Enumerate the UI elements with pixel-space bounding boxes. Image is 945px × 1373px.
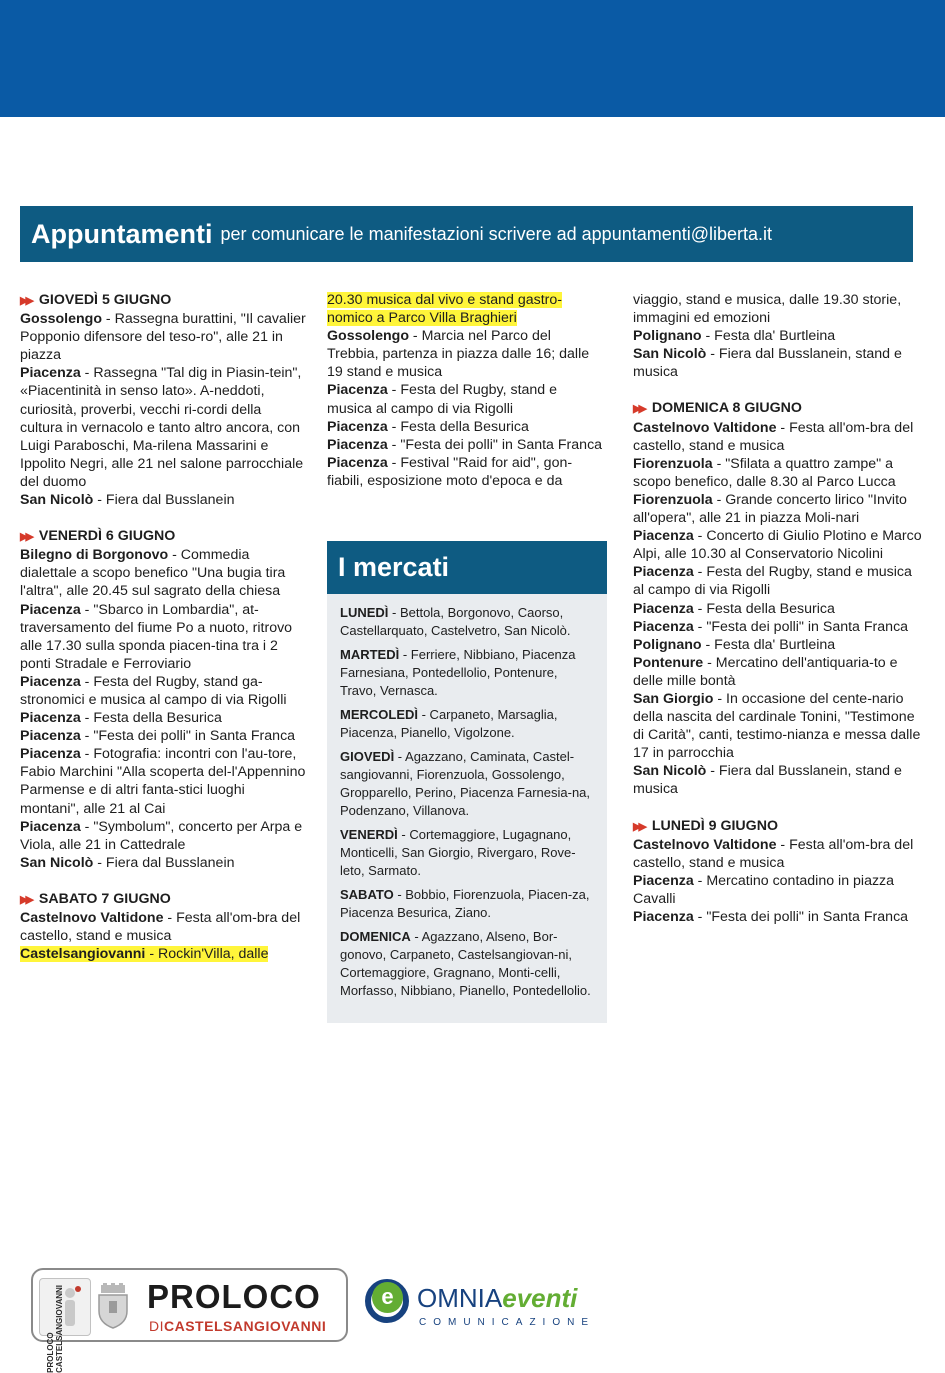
event-place: Piacenza: [20, 365, 81, 382]
event-entry: [327, 418, 605, 436]
markets-title: I mercati: [327, 541, 607, 594]
event-place: Piacenza: [633, 600, 694, 617]
event-place: Bilegno di Borgonovo: [20, 547, 169, 564]
market-day: GIOVEDÌ: [340, 749, 395, 764]
event-entry: [20, 310, 306, 364]
event-place: Polignano: [633, 328, 702, 345]
appuntamenti-header: [20, 206, 913, 262]
day-label: DOMENICA 8 GIUGNO: [651, 400, 802, 417]
event-place: Piacenza: [633, 618, 694, 635]
day-label: VENERDÌ 6 GIUGNO: [38, 528, 176, 545]
event-text: - "Sfilata a quattro zampe" a scopo benefico, dalle 8.30 al Parco Lucca: [633, 455, 896, 490]
event-text: - Rassegna burattini, "Il cavalier Popponio difensore del teso-ro", alle 21 in piazza: [20, 311, 306, 364]
event-entry: [633, 419, 923, 455]
event-place: Piacenza: [20, 710, 81, 727]
market-day: MERCOLEDÌ: [340, 707, 418, 722]
event-entry: [327, 436, 605, 454]
event-text: - Festa del Rugby, stand e musica al campo di via Rigolli: [633, 564, 912, 599]
event-text: - Marcia nel Parco del Trebbia, partenza in piazza dalle 16; dalle 19 stand e musica: [327, 328, 590, 381]
event-place: Piacenza: [20, 728, 81, 745]
omnia-tagline: COMUNICAZIONE: [419, 1317, 595, 1328]
event-text: - In occasione del cente-nario della nascita del cardinale Tonini, "Testimone di Carità", canti, testimo-nianza e messa dalle 17 in parrocchia: [633, 690, 921, 762]
market-item: [340, 706, 595, 742]
event-entry: [633, 563, 923, 599]
event-text: - Rockin'Villa, dalle: [145, 946, 269, 963]
event-entry: [20, 364, 306, 491]
event-place: Piacenza: [633, 872, 694, 889]
market-day: DOMENICA: [340, 929, 411, 944]
top-banner: [0, 0, 945, 117]
day-heading: [20, 291, 306, 310]
header-title: Appuntamenti: [31, 218, 213, 249]
event-text: - Fiera dal Busslanein: [93, 492, 235, 509]
event-place: Piacenza: [327, 436, 388, 453]
event-entry: [633, 455, 923, 491]
event-text: - Festa all'om-bra del castello, stand e musica: [633, 419, 914, 454]
day-heading: [20, 890, 306, 909]
day-heading: [633, 817, 923, 836]
event-text: - Commedia dialettale a scopo benefico "Una bugia tira l'altra", alle 20.45 sul sagrato della chiesa: [20, 547, 286, 600]
event-entry: [633, 762, 923, 798]
event-text: - Festa all'om-bra del castello, stand e musica: [633, 836, 914, 871]
proloco-town-prefix: DI: [149, 1318, 164, 1334]
double-arrow-icon: ▶▶: [20, 295, 31, 307]
event-place: San Nicolò: [20, 854, 94, 871]
proloco-wordmark: PROLOCO: [147, 1278, 321, 1315]
market-item: [340, 604, 595, 640]
event-place: Pontenure: [633, 654, 704, 671]
event-entry: [20, 673, 306, 709]
event-place: Piacenza: [20, 601, 81, 618]
omnia-word: OMNIA: [417, 1283, 503, 1313]
event-place: Piacenza: [633, 528, 694, 545]
event-text: - Fiera dal Busslanein: [93, 854, 235, 871]
person-icon: [40, 1279, 90, 1335]
event-place: Piacenza: [633, 564, 694, 581]
event-entry: [633, 600, 923, 618]
event-entry: [633, 636, 923, 654]
event-place: San Nicolò: [20, 492, 94, 509]
proloco-badge: [39, 1278, 91, 1373]
event-text: - "Sbarco in Lombardia", at-traversamento del fiume Po a nuoto, ritrovo alle 17.30 sulla sponda piacen-tina tra i 2 ponti Stradale e Ferroviario: [20, 601, 293, 672]
event-entry: [327, 327, 605, 381]
market-day: MARTEDÌ: [340, 647, 400, 662]
market-item: [340, 928, 595, 1000]
event-place: Polignano: [633, 636, 702, 653]
event-place: Piacenza: [633, 909, 694, 925]
proloco-town-name: CASTELSANGIOVANNI: [164, 1318, 327, 1334]
event-place: Piacenza: [20, 818, 81, 835]
market-towns: - Cortemaggiore, Lugagnano, Monticelli, San Giorgio, Rivergaro, Rove-leto, Sarmato.: [340, 827, 576, 878]
market-item: [340, 646, 595, 700]
event-text: - Festa della Besurica: [80, 710, 222, 727]
market-towns: - Agazzano, Alseno, Bor-gonovo, Carpaneto, Castelsangiovan-ni, Cortemaggiore, Gragnano, Monti-celli, Morfasso, Nibbiano, Pianello, Pontedellolio.: [340, 929, 591, 998]
event-entry: [633, 836, 923, 872]
highlighted-text: [20, 946, 268, 962]
event-entry: [327, 454, 605, 490]
event-place: Gossolengo: [20, 311, 102, 328]
event-place: San Nicolò: [633, 763, 707, 780]
double-arrow-icon: ▶▶: [20, 893, 31, 906]
day-label: GIOVEDÌ 5 GIUGNO: [38, 292, 172, 308]
event-text: - Festa all'om-bra del castello, stand e musica: [20, 910, 301, 945]
event-text: - Concerto di Giulio Plotino e Marco Alpi, alle 10.30 al Conservatorio Nicolini: [633, 528, 922, 563]
event-entry: [633, 491, 923, 527]
event-text: - Mercatino dell'antiquaria-to e delle mille bontà: [633, 654, 898, 689]
event-text: - Fotografia: incontri con l'au-tore, Fabio Marchini "Alla scoperta del-l'Appennino Parmense e di altri fanta-stici luoghi montani", alle 21 al Cai: [20, 746, 306, 817]
event-text: - Fiera dal Busslanein, stand e musica: [633, 763, 902, 798]
events-column-2: [327, 291, 605, 490]
market-towns: - Ferriere, Nibbiano, Piacenza Farnesiana, Pontedellolio, Pontenure, Travo, Vernasca.: [340, 647, 576, 698]
market-day: SABATO: [340, 887, 394, 902]
event-entry: [633, 327, 923, 345]
highlighted-text: 20.30 musica dal vivo e stand gastro-nomico a Parco Villa Braghieri: [327, 292, 563, 327]
event-place: San Giorgio: [633, 690, 714, 707]
market-towns: - Bettola, Borgonovo, Caorso, Castellarquato, Castelvetro, San Nicolò.: [340, 605, 571, 638]
double-arrow-icon: ▶▶: [20, 531, 31, 544]
event-entry: [20, 945, 306, 963]
event-entry: [633, 291, 923, 327]
event-text: - "Symbolum", concerto per Arpa e Viola, alle 21 in Cattedrale: [20, 818, 303, 853]
event-text: - "Festa dei polli" in Santa Franca: [693, 909, 909, 925]
proloco-badge-text: PROLOCO CASTELSANGIOVANNI: [46, 1285, 64, 1373]
event-place: Gossolengo: [327, 328, 409, 345]
market-towns: - Agazzano, Caminata, Castel-sangiovanni, Fiorenzuola, Gossolengo, Gropparello, Perino, Piacenza Farnesia-na, Podenzano, Villanova.: [340, 749, 591, 818]
market-towns: - Bobbio, Fiorenzuola, Piacen-za, Piacenza Besurica, Ziano.: [340, 887, 590, 920]
event-text: - Fiera dal Busslanein, stand e musica: [633, 346, 902, 381]
event-place: Piacenza: [327, 454, 388, 471]
event-place: Piacenza: [20, 673, 81, 690]
event-entry: [633, 654, 923, 690]
event-text: - "Festa dei polli" in Santa Franca: [693, 618, 909, 635]
crest-icon: [95, 1283, 131, 1329]
event-entry: [20, 909, 306, 945]
market-day: LUNEDÌ: [340, 605, 389, 620]
event-text: - Festa del Rugby, stand ga-stronomici e musica al campo di via Rigolli: [20, 673, 287, 708]
event-text: - Festival "Raid for aid", gon-fiabili, esposizione moto d'epoca e da: [327, 454, 573, 489]
event-entry: [633, 872, 923, 908]
day-label: LUNEDÌ 9 GIUGNO: [651, 817, 778, 834]
event-place: Piacenza: [20, 746, 81, 763]
event-text: - "Festa dei polli" in Santa Franca: [80, 728, 296, 745]
event-place: Castelnovo Valtidone: [20, 910, 164, 926]
day-heading: [20, 527, 306, 546]
event-text: - Festa dla' Burtleina: [701, 636, 836, 653]
event-place: Fiorenzuola: [633, 455, 713, 472]
event-entry: [327, 291, 605, 327]
event-place: Piacenza: [327, 382, 388, 399]
event-entry: [633, 908, 923, 926]
event-entry: [20, 491, 306, 509]
event-text: viaggio, stand e musica, dalle 19.30 storie, immagini ed emozioni: [633, 292, 902, 327]
event-entry: [327, 381, 605, 417]
event-place: Piacenza: [327, 418, 388, 435]
market-item: [340, 826, 595, 880]
event-text: - Festa dla' Burtleina: [701, 328, 836, 345]
event-entry: [20, 601, 306, 673]
event-place: Fiorenzuola: [633, 491, 713, 508]
event-text: - Festa del Rugby, stand e musica al campo di via Rigolli: [327, 382, 558, 417]
market-item: [340, 748, 595, 820]
event-place: San Nicolò: [633, 346, 707, 363]
event-place: Castelnovo Valtidone: [633, 836, 777, 853]
market-towns: - Carpaneto, Marsaglia, Piacenza, Pianello, Vigolzone.: [340, 707, 558, 740]
event-place: Castelsangiovanni: [20, 946, 146, 963]
event-place: Castelnovo Valtidone: [633, 419, 777, 436]
omnia-wordmark: [417, 1283, 577, 1314]
double-arrow-icon: ▶▶: [633, 820, 644, 833]
market-item: [340, 886, 595, 922]
event-entry: [633, 527, 923, 563]
event-entry: [20, 727, 306, 745]
event-entry: [20, 854, 306, 872]
event-text: - Mercatino contadino in piazza Cavalli: [633, 872, 895, 907]
omnia-eventi-logo: [365, 1275, 615, 1337]
markets-box: [327, 594, 607, 1023]
day-heading: [633, 399, 923, 418]
event-text: - Festa della Besurica: [387, 418, 529, 435]
events-column-1: [20, 291, 306, 963]
proloco-town: [149, 1318, 326, 1334]
event-text: - Grande concerto lirico "Invito all'opera", alle 21 in piazza Moli-nari: [633, 491, 907, 527]
double-arrow-icon: ▶▶: [633, 403, 644, 416]
event-entry: [20, 546, 306, 600]
event-text: - Rassegna "Tal dig in Piasin-tein", «Piacentinità in senso lato». A-neddoti, curiosità, proverbi, vecchi ri-cordi della cultura in vernacolo e tanto altro ancora, con Luigi Paraboschi, Ma-rilena Massarini e Ippolito Negri, alle 21 nel salone parrocchiale del duomo: [20, 365, 304, 490]
market-day: VENERDÌ: [340, 827, 398, 842]
header-subtitle: per comunicare le manifestazioni scrivere ad appuntamenti@liberta.it: [220, 223, 773, 244]
event-entry: [633, 618, 923, 636]
event-entry: [20, 745, 306, 817]
omnia-e-icon: e: [372, 1282, 403, 1313]
event-entry: [633, 345, 923, 381]
event-entry: [20, 709, 306, 727]
eventi-word: eventi: [502, 1283, 578, 1313]
events-column-3: [633, 291, 923, 926]
event-entry: [20, 818, 306, 854]
day-label: SABATO 7 GIUGNO: [38, 890, 171, 907]
event-text: - "Festa dei polli" in Santa Franca: [387, 436, 603, 453]
proloco-logo: [31, 1268, 348, 1373]
event-entry: [633, 690, 923, 762]
event-text: - Festa della Besurica: [693, 600, 835, 617]
